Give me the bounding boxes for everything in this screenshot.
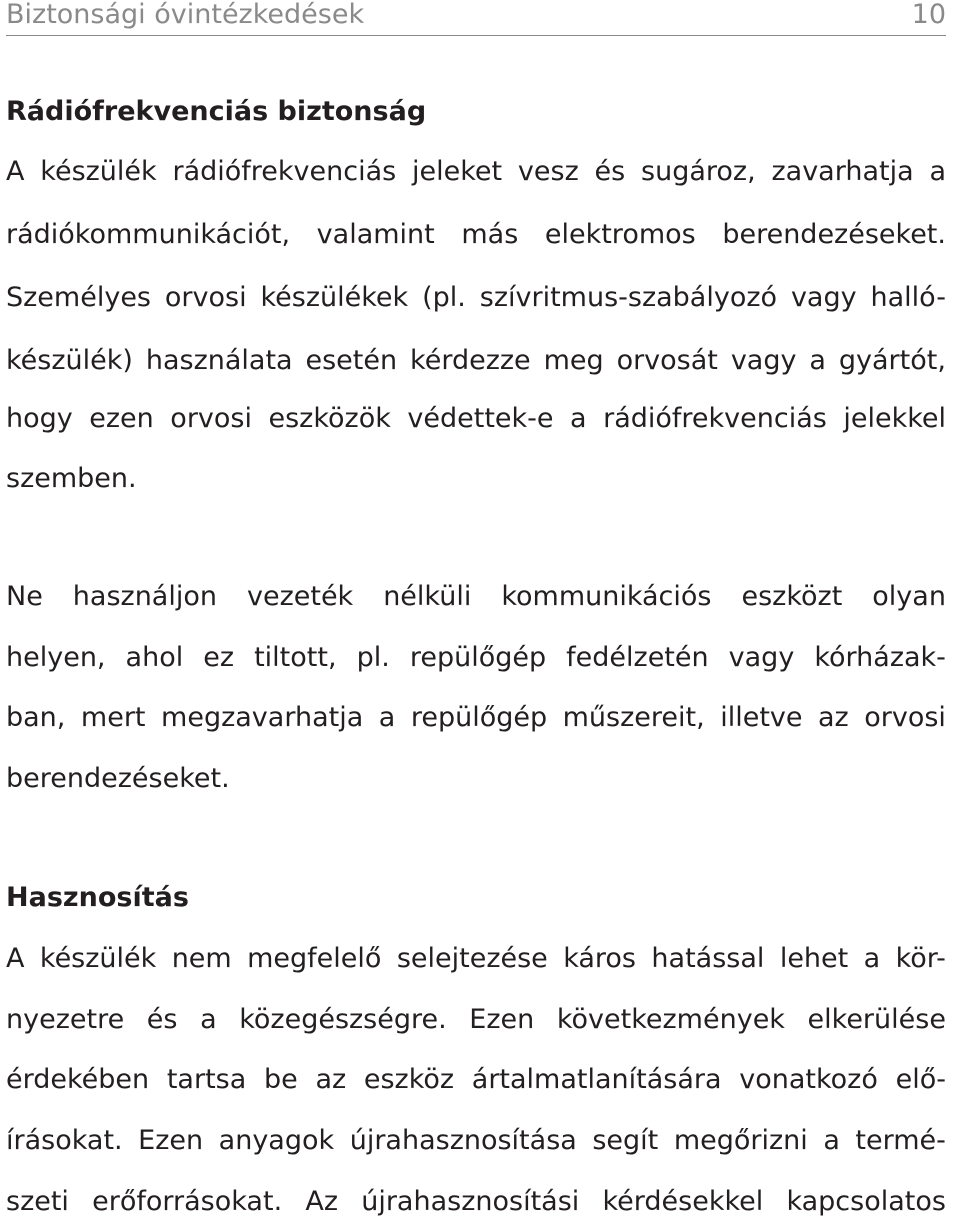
word: pl. [356, 642, 390, 673]
word: zavarhatja [771, 156, 914, 187]
word: eszközt [741, 581, 843, 612]
word: vezeték [246, 581, 354, 612]
word: a [823, 1125, 840, 1156]
word: elő- [895, 1064, 946, 1095]
word: Az [305, 1186, 339, 1217]
word: orvosi [164, 282, 247, 313]
word: a [378, 702, 396, 733]
word: esetén [305, 345, 398, 376]
word: ártalmatlanítására [471, 1064, 722, 1095]
word: és [594, 156, 626, 187]
running-header [6, 0, 946, 34]
paragraph-line [6, 1004, 946, 1036]
word: készülék) [6, 345, 133, 376]
word: a [809, 345, 826, 376]
paragraph-line [6, 702, 946, 734]
word: műszereit, [562, 702, 705, 733]
word: újrahasznosítási [361, 1186, 580, 1217]
word: gyártót, [838, 345, 946, 376]
word: és [146, 1004, 178, 1035]
word: következmények [556, 1004, 785, 1035]
paragraph-line [6, 219, 946, 251]
word: nélküli [383, 581, 472, 612]
word: vagy [728, 642, 795, 673]
word: olyan [872, 581, 946, 612]
word: ezen [89, 403, 154, 434]
word: újrahasznosítása [349, 1125, 577, 1156]
word: elkerülése [807, 1004, 946, 1035]
word: berendezéseket. [722, 219, 946, 250]
word: ez [203, 642, 235, 673]
page-number: 10 [911, 0, 946, 30]
word: elektromos [544, 219, 696, 250]
word: a [863, 943, 881, 974]
word: kapcsolatos [786, 1186, 946, 1217]
word: halló- [870, 282, 946, 313]
word: meg [543, 345, 604, 376]
word: a [200, 1004, 217, 1035]
word: megfelelő [247, 943, 382, 974]
word: Ne [6, 581, 43, 612]
paragraph-line [6, 1125, 946, 1157]
word: selejtezése [396, 943, 548, 974]
paragraph-line: berendezéseket. [6, 763, 230, 794]
word: megőrizni [673, 1125, 808, 1156]
word: A [6, 156, 25, 187]
word: szívritmus-szabályozó [479, 282, 778, 313]
word: rádiókommunikációt, [6, 219, 291, 250]
word: vonatkozó [739, 1064, 878, 1095]
paragraph-line [6, 282, 946, 314]
word: segít [592, 1125, 659, 1156]
word: kórházak- [814, 642, 946, 673]
word: kérdésekkel [602, 1186, 764, 1217]
word: repülőgép [410, 702, 548, 733]
header-divider [6, 35, 946, 36]
paragraph-line [6, 943, 946, 975]
word: be [263, 1064, 298, 1095]
word: hatással [651, 943, 765, 974]
paragraph-line [6, 1186, 946, 1218]
paragraph-line [6, 581, 946, 613]
word: kör- [895, 943, 946, 974]
word: rádiófrekvenciás [172, 156, 397, 187]
word: ahol [125, 642, 184, 673]
word: valamint [316, 219, 435, 250]
word: Személyes [6, 282, 151, 313]
word: megzavarhatja [161, 702, 364, 733]
word: kommunikációs [501, 581, 712, 612]
paragraph-line [6, 156, 946, 188]
word: közegészségre. [239, 1004, 447, 1035]
word: Ezen [138, 1125, 204, 1156]
word: kérdezze [410, 345, 531, 376]
section-heading-rf-safety: Rádiófrekvenciás biztonság [6, 96, 427, 127]
word: nem [171, 943, 232, 974]
word: káros [563, 943, 637, 974]
word: repülőgép [409, 642, 547, 673]
word: orvosi [170, 403, 252, 434]
word: anyagok [218, 1125, 335, 1156]
word: írásokat. [6, 1125, 123, 1156]
word: fedélzetén [566, 642, 709, 673]
word: készülék [40, 156, 157, 187]
word: érdekében [6, 1064, 150, 1095]
paragraph-line: szemben. [6, 463, 137, 494]
paragraph-line [6, 642, 946, 674]
word: nyezetre [6, 1004, 125, 1035]
word: eszköz [363, 1064, 455, 1095]
word: illetve [720, 702, 803, 733]
word: orvosát [616, 345, 718, 376]
word: rádiófrekvenciás [603, 403, 827, 434]
word: védettek-e [407, 403, 554, 434]
word: használjon [72, 581, 217, 612]
paragraph-line [6, 1064, 946, 1096]
section-heading-recycling: Hasznosítás [6, 882, 189, 913]
word: tiltott, [254, 642, 337, 673]
word: jelekkel [843, 403, 946, 434]
word: használata [145, 345, 293, 376]
word: a [929, 156, 946, 187]
word: más [461, 219, 519, 250]
word: jeleket [412, 156, 503, 187]
word: vagy [790, 282, 857, 313]
word: vesz [517, 156, 579, 187]
word: orvosi [864, 702, 946, 733]
word: az [315, 1064, 347, 1095]
word: helyen, [6, 642, 106, 673]
word: hogy [6, 403, 73, 434]
word: erőforrásokat. [92, 1186, 283, 1217]
word: (pl. [422, 282, 466, 313]
word: ban, [6, 702, 66, 733]
word: mert [80, 702, 146, 733]
word: készülékek [260, 282, 409, 313]
header-section-title: Biztonsági óvintézkedések [6, 0, 365, 30]
paragraph-line [6, 403, 946, 435]
word: Ezen [469, 1004, 535, 1035]
word: lehet [779, 943, 849, 974]
word: vagy [730, 345, 797, 376]
word: az [818, 702, 849, 733]
word: készülék [39, 943, 157, 974]
word: A [6, 943, 25, 974]
word: sugároz, [641, 156, 756, 187]
word: termé- [855, 1125, 946, 1156]
word: szeti [6, 1186, 69, 1217]
word: eszközök [268, 403, 391, 434]
word: tartsa [166, 1064, 247, 1095]
word: a [570, 403, 587, 434]
paragraph-line [6, 345, 946, 377]
